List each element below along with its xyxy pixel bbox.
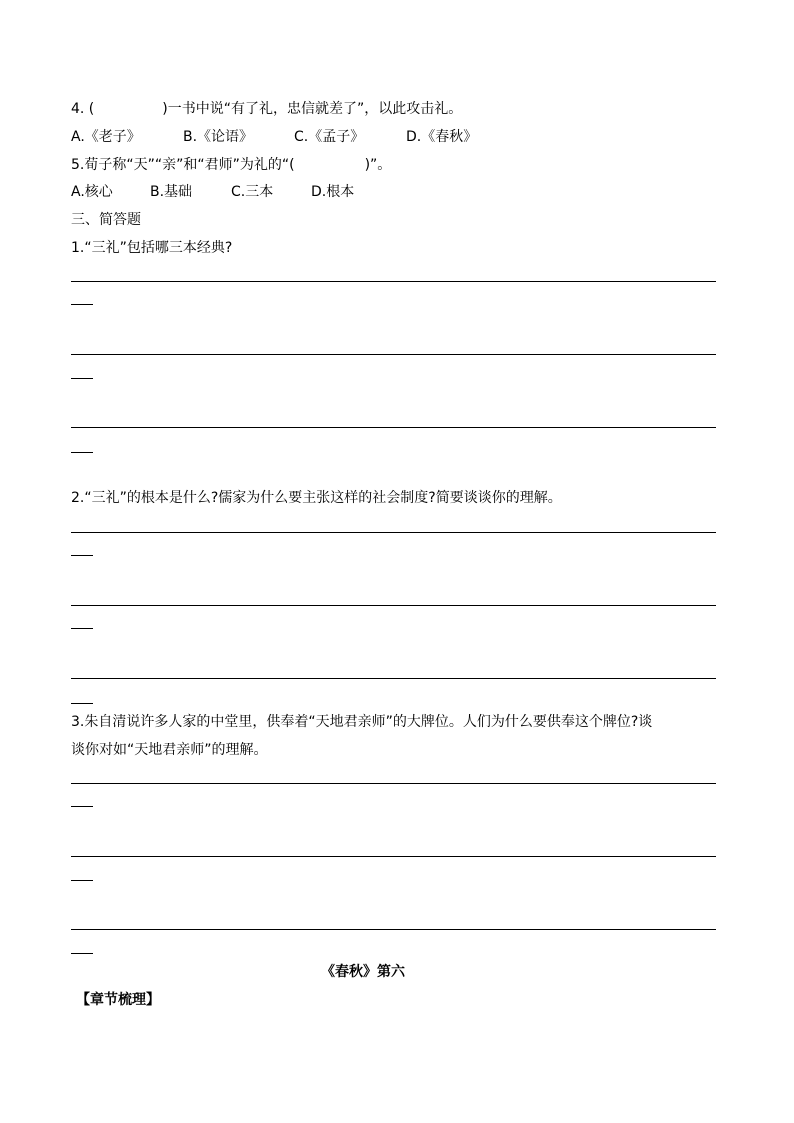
q5-option-c[interactable]: C.三本 xyxy=(231,184,274,200)
answer-line-tail xyxy=(71,806,93,807)
answer-line[interactable] xyxy=(71,354,716,355)
q4-stem xyxy=(71,99,462,119)
answer-line[interactable] xyxy=(71,532,716,533)
q5-option-b[interactable]: B.基础 xyxy=(150,184,193,200)
q5-stem xyxy=(71,155,391,175)
answer-line[interactable] xyxy=(71,929,716,930)
answer-line-tail xyxy=(71,953,93,954)
chapter-subtitle: 【章节梳理】 xyxy=(76,992,160,1008)
answer-line-tail xyxy=(71,555,93,556)
answer-line-tail xyxy=(71,452,93,453)
answer-line[interactable] xyxy=(71,856,716,857)
answer-line[interactable] xyxy=(71,605,716,606)
q4-option-a[interactable]: A.《老子》 xyxy=(71,129,141,145)
q4-option-b[interactable]: B.《论语》 xyxy=(183,129,254,145)
q4-number: 4. ( xyxy=(71,101,95,117)
short-answer-q2: 2.“三礼”的根本是什么?儒家为什么要主张这样的社会制度?简要谈谈你的理解。 xyxy=(71,490,562,506)
section-heading: 三、简答题 xyxy=(71,212,141,228)
q4-text: )一书中说“有了礼，忠信就差了”，以此攻击礼。 xyxy=(162,101,463,117)
short-answer-q1: 1.“三礼”包括哪三本经典? xyxy=(71,240,233,256)
q5-option-d[interactable]: D.根本 xyxy=(311,184,355,200)
q5-text-a: 5.荀子称“天”“亲”和“君师”为礼的“( xyxy=(71,157,295,173)
short-answer-q3-line2: 谈你对如“天地君亲师”的理解。 xyxy=(71,742,268,758)
answer-line-tail xyxy=(71,880,93,881)
q5-option-a[interactable]: A.核心 xyxy=(71,184,113,200)
answer-line[interactable] xyxy=(71,783,716,784)
answer-line[interactable] xyxy=(71,281,716,282)
answer-line-tail xyxy=(71,378,93,379)
chapter-title: 《春秋》第六 xyxy=(321,964,405,980)
answer-line-tail xyxy=(71,304,93,305)
answer-line[interactable] xyxy=(71,427,716,428)
q4-option-d[interactable]: D.《春秋》 xyxy=(406,129,478,145)
q4-option-c[interactable]: C.《孟子》 xyxy=(294,129,365,145)
q5-text-b: )”。 xyxy=(364,157,392,173)
answer-line-tail xyxy=(71,628,93,629)
answer-line-tail xyxy=(71,703,93,704)
short-answer-q3-line1: 3.朱自清说许多人家的中堂里，供奉着“天地君亲师”的大牌位。人们为什么要供奉这个牌位?谈 xyxy=(71,714,653,730)
answer-line[interactable] xyxy=(71,678,716,679)
